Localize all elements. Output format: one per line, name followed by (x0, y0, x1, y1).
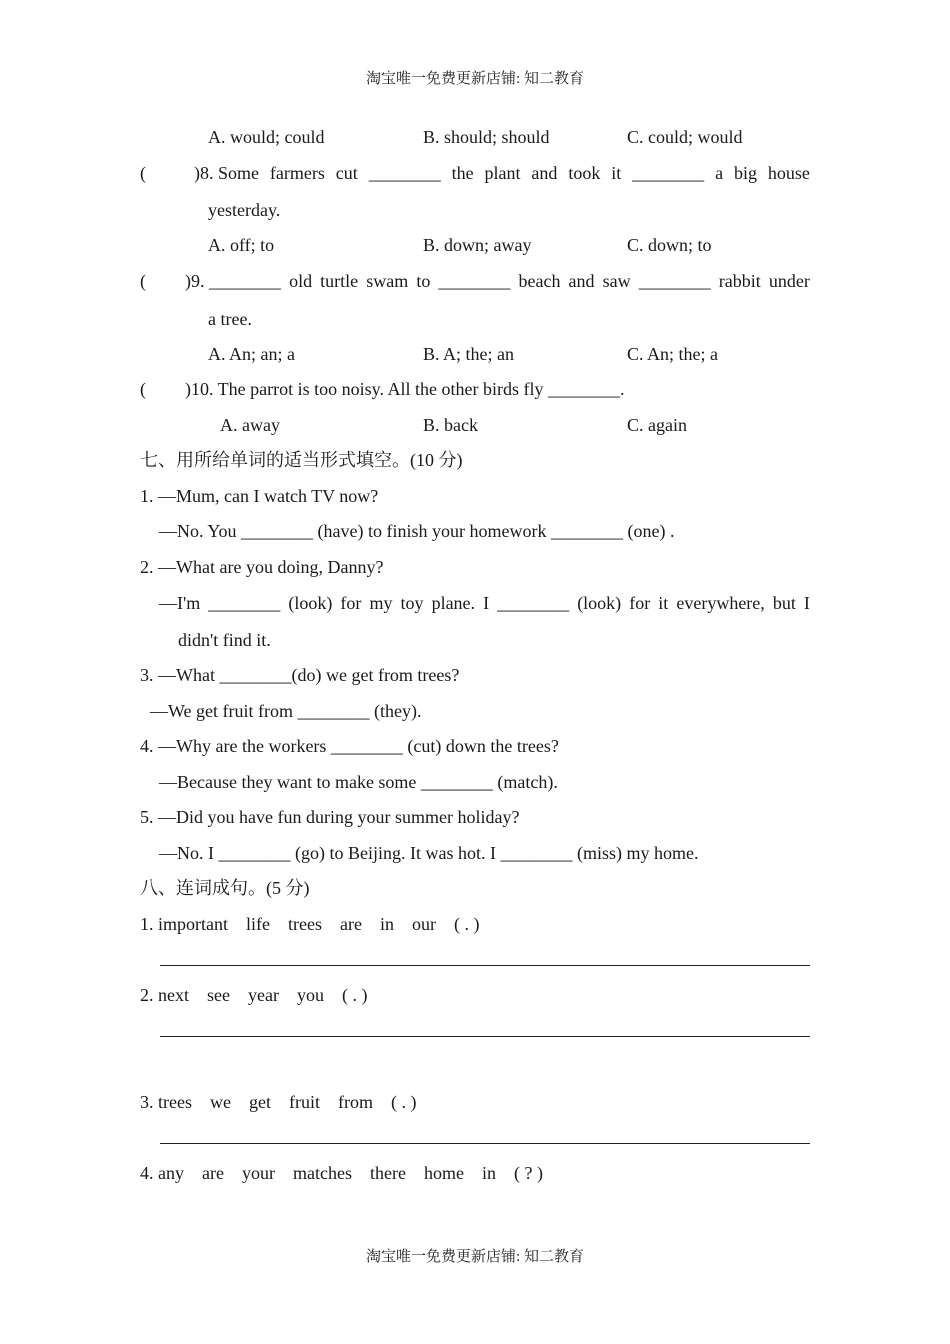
s7-q1-line2: —No. You ________ (have) to finish your homework ________ (one) . (159, 521, 675, 541)
s8-word: are (339, 914, 362, 934)
q8-word: took (568, 163, 601, 183)
s8-word: our (411, 914, 436, 934)
q8-blank: ________ (632, 163, 705, 183)
q8-word: )8. Some (194, 163, 259, 183)
s8-word: matches (292, 1163, 352, 1183)
q8-word: a (715, 163, 724, 183)
s7-q2-word: my (369, 593, 393, 613)
q9-word: rabbit (718, 271, 761, 291)
q8-question-line1 (194, 162, 810, 184)
q10-option-b: B. back (423, 415, 478, 435)
q9-word: to (416, 271, 431, 291)
q8-word: it (611, 163, 622, 183)
s8-word: get (248, 1092, 271, 1112)
s7-q3-line1: 3. —What ________(do) we get from trees? (140, 665, 460, 685)
s7-q2-word: toy (400, 593, 424, 613)
q7-option-b: B. should; should (423, 127, 550, 147)
q9-question-line1 (185, 270, 810, 292)
q10-question: )10. The parrot is too noisy. All the other birds fly ________. (185, 379, 625, 399)
s8-word: from (337, 1092, 373, 1112)
q8-word: cut (335, 163, 358, 183)
q9-word: )9. ________ (185, 271, 281, 291)
page-footer: 淘宝唯一免费更新店铺: 知二教育 (366, 1249, 584, 1265)
q8-option-c: C. down; to (627, 235, 712, 255)
q9-word: saw (602, 271, 631, 291)
s7-q2-line1: 2. —What are you doing, Danny? (140, 557, 384, 577)
section7-title: 七、用所给单词的适当形式填空。(10 分) (140, 450, 463, 470)
s8-word: fruit (288, 1092, 320, 1112)
s8-q3-words (140, 1091, 416, 1113)
q10-paren: ( (140, 379, 146, 399)
q7-option-a: A. would; could (208, 127, 325, 147)
q9-question-line2: a tree. (208, 309, 252, 329)
q8-option-a: A. off; to (208, 235, 275, 255)
q9-blank: ________ (438, 271, 511, 291)
s8-word: we (209, 1092, 231, 1112)
s8-q1-words (140, 913, 479, 935)
q8-question-line2: yesterday. (208, 200, 281, 220)
s7-q2-word: but (772, 593, 796, 613)
q8-word: the (451, 163, 474, 183)
s7-q2-word: for (340, 593, 362, 613)
s7-q2-word: it (658, 593, 669, 613)
q9-word: beach (518, 271, 561, 291)
q8-blank: ________ (368, 163, 441, 183)
s8-word: see (207, 985, 230, 1005)
s7-q2-word: I (803, 593, 810, 613)
q7-option-c: C. could; would (627, 127, 743, 147)
s8-word: there (369, 1163, 406, 1183)
q10-option-a: A. away (220, 415, 280, 435)
s8-word: ( ? ) (513, 1163, 543, 1183)
q8-word: farmers (269, 163, 325, 183)
s8-word: your (241, 1163, 275, 1183)
q8-word: plant (484, 163, 521, 183)
q9-option-b: B. A; the; an (423, 344, 514, 364)
q9-blank: ________ (638, 271, 711, 291)
s7-q2-line2 (159, 592, 810, 614)
q8-word: big (733, 163, 757, 183)
s8-word: ( . ) (390, 1092, 417, 1112)
s8-word: year (247, 985, 279, 1005)
s7-q2-word: ________ (208, 593, 281, 613)
s8-word: in (379, 914, 394, 934)
s8-word: ( . ) (341, 985, 368, 1005)
s8-word: in (481, 1163, 496, 1183)
s8-word: you (296, 985, 324, 1005)
s7-q3-line2: —We get fruit from ________ (they). (150, 701, 422, 721)
s8-q1-answer-line[interactable] (160, 965, 810, 966)
q8-word: and (531, 163, 558, 183)
s8-word: 1. important (140, 914, 228, 934)
s7-q2-word: I (483, 593, 490, 613)
s7-q5-line1: 5. —Did you have fun during your summer holiday? (140, 807, 520, 827)
page-header: 淘宝唯一免费更新店铺: 知二教育 (366, 71, 584, 87)
q9-word: old (289, 271, 313, 291)
s7-q4-line2: —Because they want to make some ________ (match). (159, 772, 558, 792)
s7-q2-line3: didn't find it. (178, 630, 271, 650)
q9-word: under (768, 271, 810, 291)
s7-q2-word: —I'm (159, 593, 201, 613)
q10-option-c: C. again (627, 415, 687, 435)
s8-word: are (202, 1163, 224, 1183)
s8-word: life (246, 914, 270, 934)
q9-word: turtle (320, 271, 359, 291)
s7-q2-word: plane. (431, 593, 476, 613)
s7-q2-word: (look) (288, 593, 333, 613)
s7-q4-line1: 4. —Why are the workers ________ (cut) down the trees? (140, 736, 559, 756)
s8-q3-answer-line[interactable] (160, 1143, 810, 1144)
s8-q2-words (140, 984, 367, 1006)
q9-word: and (568, 271, 595, 291)
q8-option-b: B. down; away (423, 235, 532, 255)
s8-word: trees (288, 914, 322, 934)
q9-word: swam (366, 271, 409, 291)
s7-q2-word: ________ (497, 593, 570, 613)
s7-q1-line1: 1. —Mum, can I watch TV now? (140, 486, 379, 506)
q9-option-c: C. An; the; a (627, 344, 718, 364)
q8-paren: ( (140, 163, 146, 183)
s7-q2-word: everywhere, (676, 593, 765, 613)
q9-option-a: A. An; an; a (208, 344, 295, 364)
s7-q2-word: for (629, 593, 651, 613)
s8-q2-answer-line[interactable] (160, 1036, 810, 1037)
q9-paren: ( (140, 271, 146, 291)
s8-word: 4. any (140, 1163, 184, 1183)
s8-word: 3. trees (140, 1092, 192, 1112)
s8-word: 2. next (140, 985, 189, 1005)
q8-word: house (767, 163, 810, 183)
s7-q2-word: (look) (577, 593, 622, 613)
s8-word: home (423, 1163, 464, 1183)
section8-title: 八、连词成句。(5 分) (140, 878, 310, 898)
s8-word: ( . ) (453, 914, 480, 934)
s7-q5-line2: —No. I ________ (go) to Beijing. It was hot. I ________ (miss) my home. (159, 843, 699, 863)
s8-q4-words (140, 1162, 543, 1184)
